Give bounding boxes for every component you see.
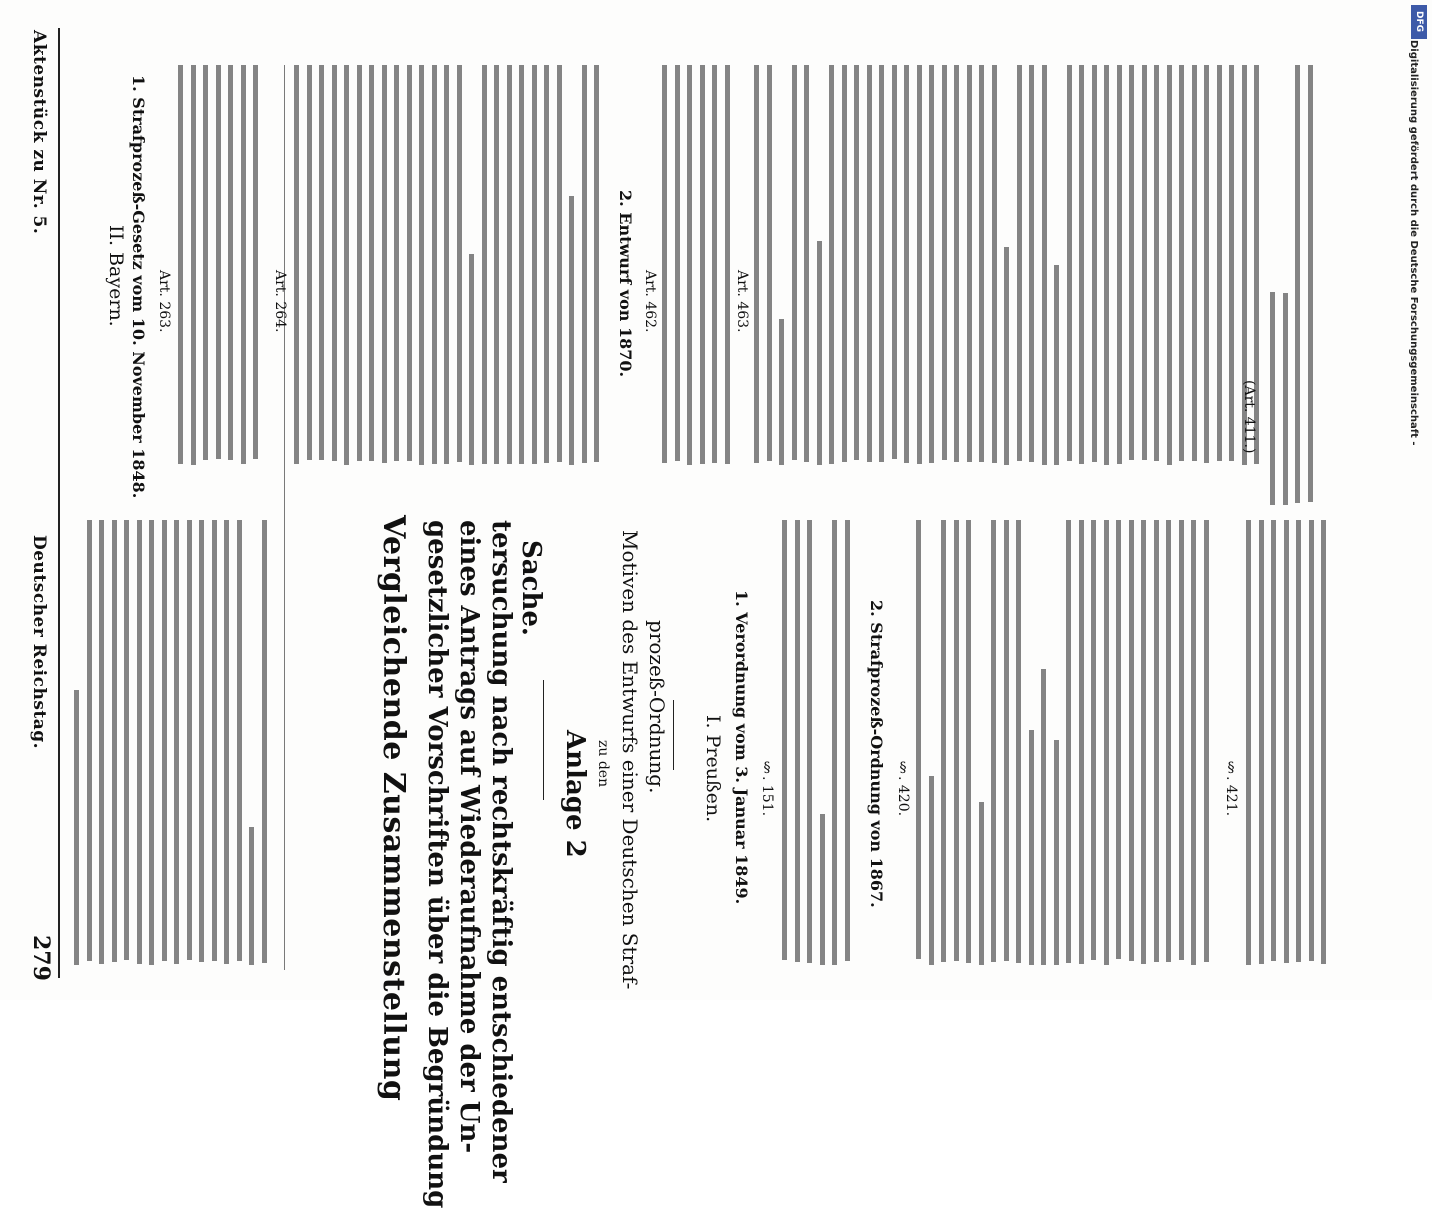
text-line [832,520,837,965]
text-line [1042,65,1047,465]
text-line [216,65,221,459]
text-line [966,520,971,963]
text-line [344,65,349,465]
text-line [332,65,337,461]
text-line [820,814,825,965]
text-art-263 [176,65,266,465]
text-line [1309,520,1314,961]
text-line [675,65,680,461]
text-line [212,520,217,961]
text-line [1079,520,1084,964]
text-line [712,65,717,463]
text-line [1154,65,1159,461]
text-line [1054,265,1059,465]
title-separator [543,680,544,800]
text-line [1129,520,1134,961]
text-line [942,65,947,460]
text-line [1104,65,1109,465]
text-line [407,65,412,461]
text-line [1066,520,1071,963]
article-263: Art. 263. [156,270,172,333]
text-para-420 [914,520,1216,965]
text-line [991,520,996,962]
text-line [992,65,997,463]
text-line [754,65,759,463]
article-462: Art. 462. [642,270,658,333]
text-line [249,827,254,965]
running-head-left: Deutscher Reichstag. [29,535,49,750]
paragraph-421: §. 421. [1223,760,1239,817]
text-line [979,802,984,965]
text-line [817,241,822,465]
text-line [532,65,537,464]
text-line [700,65,705,464]
subheading-verordnung-1849: 1. Verordnung vom 3. Januar 1849. [732,590,751,905]
text-line [904,65,909,463]
article-264: Art. 264. [272,270,288,333]
text-line [1054,740,1059,965]
text-line [224,520,229,964]
text-line [1296,520,1301,962]
text-art-462 [660,65,730,465]
text-line [954,65,959,462]
text-line [1104,520,1109,965]
text-line [792,65,797,460]
text-line [203,65,208,460]
text-line [1004,247,1009,465]
text-line [929,65,934,463]
text-line [1295,65,1300,503]
text-line [307,65,312,460]
doc-title-line-1: Vergleichende Zusammenstellung [376,515,411,1102]
paragraph-420: §. 420. [895,760,911,817]
text-line [954,520,959,961]
text-art-463 [752,65,1262,465]
text-line [687,65,692,465]
text-line [1116,520,1121,959]
text-line [544,65,549,463]
text-line [112,520,117,962]
text-line [1217,65,1222,461]
text-line [941,520,946,962]
text-line [382,65,387,463]
text-line [1142,65,1147,460]
text-line [845,520,850,961]
text-line [162,520,167,961]
text-line [187,520,192,960]
text-line [569,196,574,465]
text-line [1117,65,1122,464]
text-line [87,520,92,961]
text-line [1179,520,1184,960]
text-line [1270,292,1275,505]
text-line [1283,293,1288,505]
text-line [1016,520,1021,963]
text-line [1271,520,1276,961]
doc-title-line-5: Sache. [516,540,546,636]
text-line [191,65,196,465]
text-line [394,65,399,461]
text-line [199,520,204,962]
text-line [519,65,524,464]
text-line [917,65,922,464]
text-line [779,319,784,465]
text-line [369,65,374,461]
text-line [1079,65,1084,464]
text-line [432,65,437,464]
text-line [594,65,599,462]
text-line [1192,65,1197,461]
page-number: 279 [28,935,54,981]
article-411: (Art. 411.) [1241,380,1257,454]
text-line [967,65,972,462]
text-line [1129,65,1134,460]
text-line [124,520,129,960]
subheading-entwurf-1870: 2. Entwurf von 1870. [616,190,635,378]
text-line [494,65,499,464]
text-line [1321,520,1326,964]
section-bayern: II. Bayern. [105,225,127,327]
text-line [1017,65,1022,461]
text-line [804,65,809,462]
text-line [767,65,772,461]
text-line [1259,520,1264,964]
text-line [1091,520,1096,960]
text-line [1041,669,1046,965]
text-line [557,65,562,462]
text-line [829,65,834,464]
text-line [444,65,449,464]
text-line [482,65,487,464]
text-line [1204,520,1209,962]
text-line [149,520,154,965]
doc-title-line-4: tersuchung nach rechtskräftig entschiedener [486,520,516,1183]
motive-separator [673,700,674,770]
motive-line-1: Motiven des Entwurfs einer Deutschen Straf- [618,530,642,990]
text-line [253,65,258,459]
header-rule [58,28,60,978]
text-line [725,65,730,464]
text-line [74,690,79,965]
text-line [419,65,424,465]
text-line [99,520,104,964]
text-line [929,776,934,965]
text-line [1284,520,1289,963]
text-line [507,65,512,464]
text-para-151 [780,520,858,965]
text-line [1167,65,1172,465]
section-preussen: I. Preußen. [702,715,724,823]
text-line [174,520,179,964]
text-line [1229,65,1234,461]
text-line [1029,65,1034,462]
text-line [807,520,812,963]
text-line [842,65,847,462]
subheading-gesetz-1848: 1. Strafprozeß-Gesetz vom 10. November 1848. [129,75,148,499]
text-line [1308,65,1313,502]
text-line [795,520,800,962]
text-line [469,254,474,465]
doc-title-line-2: gesetzlicher Vorschriften über die Begründung [422,520,452,1208]
text-line [1154,520,1159,962]
text-line [294,65,299,464]
running-head-right: Aktenstück zu Nr. 5. [29,30,49,235]
subheading-strafprozess-1867: 2. Strafprozeß-Ordnung von 1867. [867,600,886,908]
text-line [1166,520,1171,962]
text-line [262,520,267,963]
text-line [662,65,667,463]
anlage-heading: Anlage 2 [560,730,590,858]
text-line [916,520,921,959]
text-line [892,65,897,459]
text-line [1029,730,1034,965]
text-line [1067,65,1072,461]
text-line [1204,65,1209,463]
text-art-264 [292,65,602,465]
text-line [1141,520,1146,964]
motive-line-2: prozeß-Ordnung. [645,620,669,794]
text-line [1004,520,1009,961]
article-463: Art. 463. [734,270,750,333]
text-line [1191,520,1196,965]
text-line [137,520,142,964]
text-line [228,65,233,460]
text-line [879,65,884,462]
text-line [979,65,984,462]
dfg-logo-text: DFG [1414,11,1424,33]
dfg-logo [1411,5,1427,39]
zu-den-label: zu den [595,740,611,788]
text-para-421 [1244,520,1334,965]
text-line [319,65,324,460]
text-line [582,65,587,463]
doc-title-line-3: eines Antrags auf Wiederaufnahme der Un- [454,520,484,1154]
text-line [1246,520,1251,965]
text-line [1092,65,1097,462]
text-line [357,65,362,461]
text-line [782,520,787,960]
paragraph-151: §. 151. [759,760,775,817]
continuation-text [72,520,272,965]
text-closing [1268,65,1318,505]
text-line [854,65,859,460]
text-line [237,520,242,961]
text-line [178,65,183,464]
text-line [457,65,462,462]
text-line [241,65,246,464]
column-divider [284,65,285,970]
digitization-credit: Digitalisierung gefördert durch die Deutsche Forschungsgemeinschaft - [1408,40,1419,446]
text-line [867,65,872,462]
text-line [1179,65,1184,461]
